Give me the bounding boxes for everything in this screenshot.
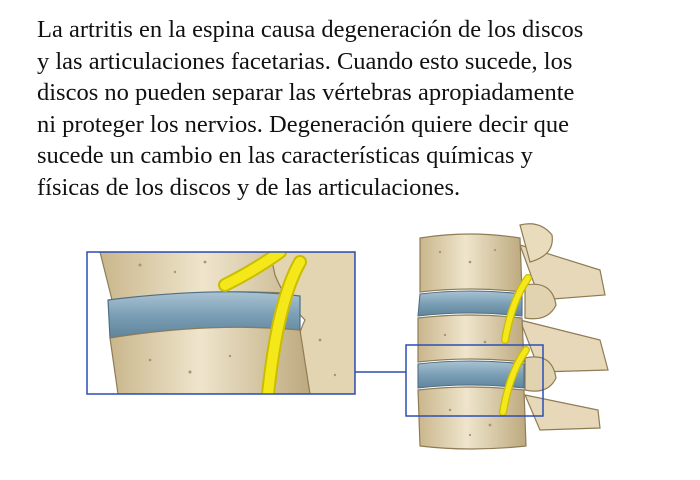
zoomed-detail [87,252,355,394]
text-line-4: ni proteger los nervios. Degeneración quiere decir que [37,110,569,138]
text-line-5: sucede un cambio en las características químicas y [37,142,533,169]
disc-upper [418,291,522,316]
spinous-process-bottom [525,395,600,430]
text-line-6: físicas de los discos y de las articulaciones. [37,173,461,201]
vertebra-top [420,234,522,292]
text-line-2: y las articulaciones facetarias. Cuando esto sucede, los [37,47,573,75]
spine-side-view [418,224,608,449]
text-line-3: discos no pueden separar las vértebras apropiadamente [37,79,575,106]
text-line-1: La artritis en la espina causa degeneración de los discos [37,16,584,43]
